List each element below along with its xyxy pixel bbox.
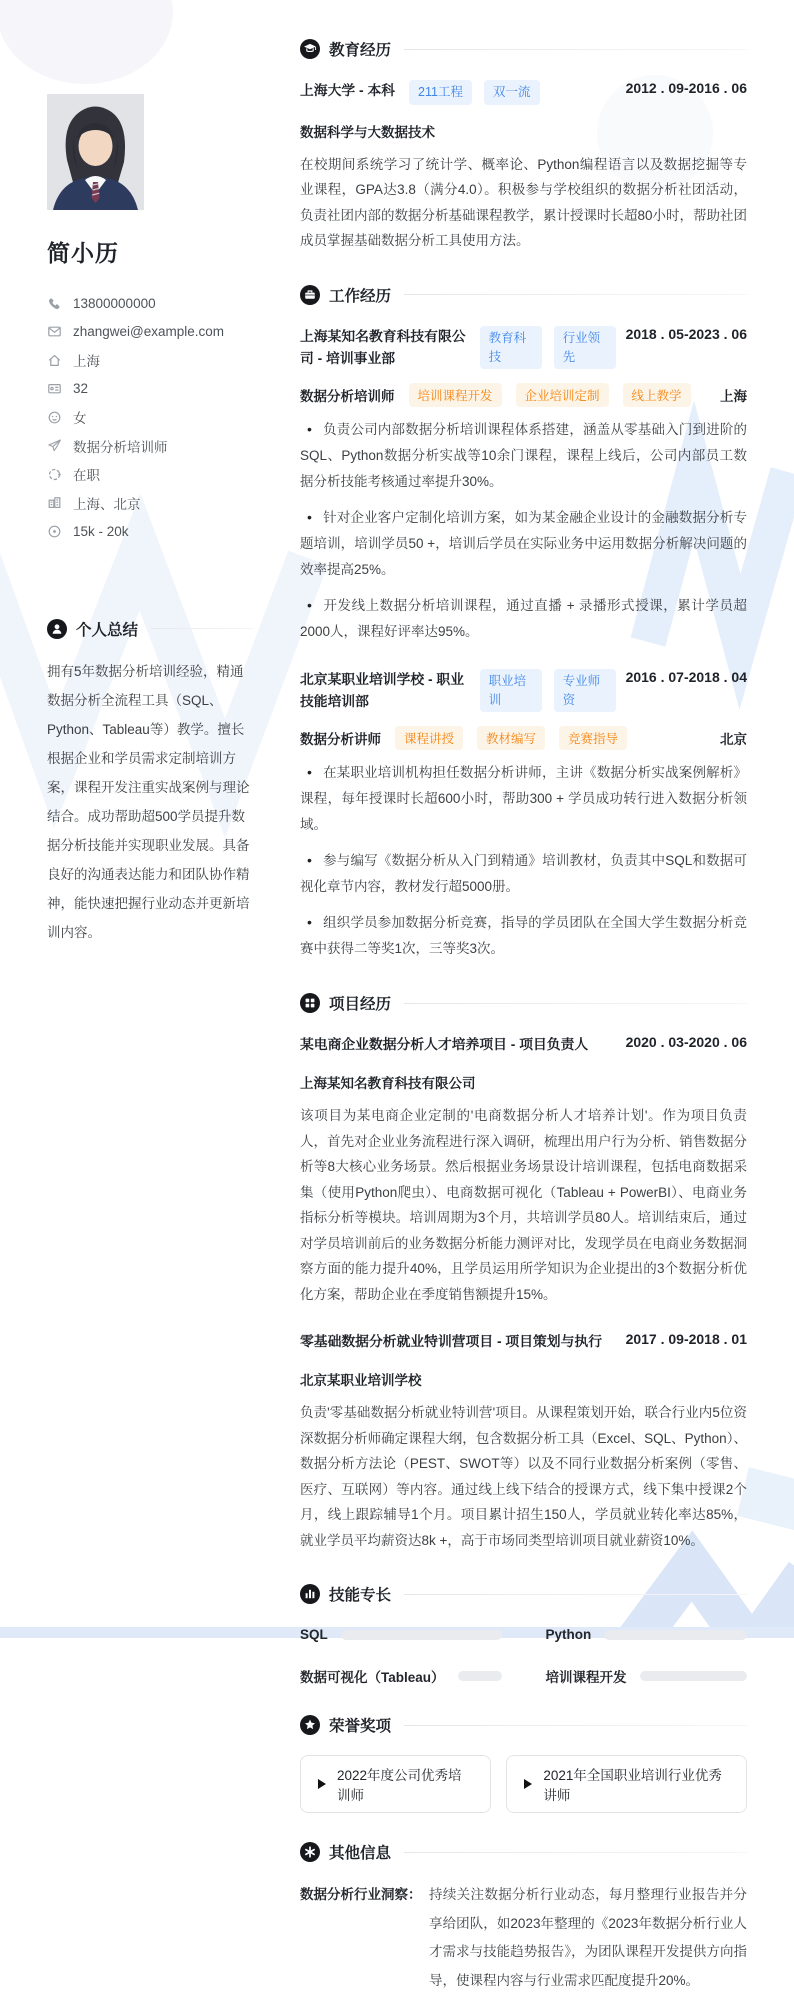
- company-tag: 专业师资: [554, 669, 616, 713]
- education-header: [300, 38, 747, 60]
- home-icon: [47, 353, 62, 368]
- company-tag: 职业培训: [480, 669, 542, 713]
- company-tag: 行业领先: [554, 326, 616, 370]
- section-title: 其他信息: [329, 1845, 392, 1863]
- section-title: 荣誉奖项: [329, 1718, 392, 1736]
- other-header: [300, 1841, 747, 1863]
- job-entry: [300, 326, 747, 370]
- contact-value: 15k - 20k: [73, 523, 129, 539]
- skill-bar: [604, 1630, 747, 1640]
- contact-item-status: [47, 460, 253, 489]
- asterisk-icon: [300, 1842, 320, 1862]
- skill-name: SQL: [300, 1627, 328, 1643]
- other-info: [300, 1881, 747, 1995]
- resume-main: [300, 38, 747, 1995]
- skill-item: [546, 1627, 748, 1642]
- role-tag: 企业培训定制: [516, 383, 609, 407]
- company-tags: [480, 326, 616, 370]
- job-date: 2018 . 05-2023 . 06: [625, 325, 747, 342]
- divider: [404, 1852, 747, 1853]
- company-tags: [480, 669, 616, 713]
- play-icon: [318, 1779, 326, 1789]
- project-description: 该项目为某电商企业定制的'电商数据分析人才培养计划'。作为项目负责人，首先对企业业务流程进行深入调研，梳理出用户行为分析、销售数据分析等8大核心业务场景。然后根据业务场景设计培训课程，包括电商数据采集（使用Python爬虫）、电商数据可视化（Tableau + PowerBI）、电商业务指标分析等模块。培训周期为3个月，共培训学员80人。培训结束后，通过对学员培训前后的业务数据分析能力测评对比，发现学员在电商业务数据洞察方面的能力提升40%，且学员运用所学知识为企业提出的3个数据分析优化方案，帮助企业在季度销售额提升15%。: [300, 1108, 747, 1302]
- gender-icon: [47, 410, 62, 425]
- tag-211: 211工程: [409, 80, 472, 105]
- tag-double-first-class: 双一流: [484, 80, 540, 105]
- skills-header: [300, 1583, 747, 1605]
- section-title: 技能专长: [329, 1587, 392, 1605]
- project-date: 2017 . 09-2018 . 01: [625, 1331, 747, 1348]
- role-tag: 培训课程开发: [409, 383, 502, 407]
- contact-value: 女: [73, 411, 87, 427]
- contact-value: zhangwei@example.com: [73, 324, 225, 340]
- company-tag: 教育科技: [480, 326, 542, 370]
- job-bullet: • 组织学员参加数据分析竞赛，指导的学员团队在全国大学生数据分析竞赛中获得二等奖1次，三等奖3次。: [300, 909, 747, 962]
- city-icon: [47, 495, 62, 510]
- profile-name: 简小历: [47, 240, 119, 266]
- divider: [404, 1725, 747, 1726]
- sidebar: [47, 94, 253, 947]
- divider: [151, 628, 253, 629]
- other-text: 持续关注数据分析行业动态，每月整理行业报告并分享给团队，如2023年整理的《2023年数据分析行业人才需求与技能趋势报告》，为团队课程开发提供方向指导，使课程内容与行业需求匹配度提升20%。: [429, 1887, 747, 1988]
- decor-circle-topleft: [0, 0, 173, 84]
- project-entry: [300, 1034, 747, 1056]
- contact-item-cities: [47, 489, 253, 518]
- section-title: 项目经历: [329, 996, 392, 1013]
- school-tags: [409, 80, 539, 105]
- section-education: [300, 38, 747, 254]
- contact-value: 上海、北京: [73, 496, 141, 512]
- briefcase-icon: [300, 285, 320, 305]
- role-tag: 竞赛指导: [559, 726, 627, 750]
- bar-chart-icon: [300, 1584, 320, 1604]
- skill-bar: [458, 1671, 502, 1681]
- job-entry: [300, 669, 747, 713]
- section-other: [300, 1841, 747, 1995]
- education-entry: [300, 80, 747, 105]
- school-name: 上海大学 - 本科: [300, 83, 396, 98]
- section-skills: [300, 1583, 747, 1686]
- project-description: 负责'零基础数据分析就业特训营'项目。从课程策划开始，联合行业内5位资深数据分析师确定课程大纲，包含数据分析工具（Excel、SQL、Python）、数据分析方法论（PEST、SWOT等）以及不同行业数据分析案例（零售、医疗、互联网）等内容。通过线上线下结合的授课方式，线下集中授课2个月，线上跟踪辅导1个月。项目累计招生150人，学员就业转化率达85%，就业学员平均薪资达8k +，高于市场同类型培训项目就业薪资10%。: [300, 1405, 747, 1548]
- person-icon: [47, 619, 67, 639]
- job-role: 数据分析培训师: [300, 388, 395, 404]
- role-tag: 课程讲授: [395, 726, 463, 750]
- phone-icon: [47, 296, 62, 311]
- contact-item-gender: [47, 403, 253, 432]
- section-work: [300, 284, 747, 962]
- contact-item-job: [47, 432, 253, 461]
- divider: [404, 49, 747, 50]
- section-projects: [300, 992, 747, 1553]
- honor-list: [300, 1755, 747, 1813]
- skill-bar: [640, 1671, 748, 1681]
- divider: [404, 294, 747, 295]
- role-tag: 教材编写: [477, 726, 545, 750]
- section-title: 教育经历: [329, 42, 392, 59]
- project-entry: [300, 1331, 747, 1353]
- skill-item: [300, 1627, 502, 1642]
- project-name: 某电商企业数据分析人才培养项目 - 项目负责人: [300, 1037, 589, 1052]
- job-location: 北京: [720, 732, 747, 747]
- skill-name: Python: [545, 1627, 592, 1643]
- graduation-cap-icon: [300, 39, 320, 59]
- honor-card: [300, 1755, 491, 1813]
- job-date: 2016 . 07-2018 . 04: [625, 668, 747, 685]
- contact-value: 上海: [73, 354, 100, 370]
- skill-grid: [300, 1627, 747, 1686]
- major: 数据科学与大数据技术: [300, 124, 435, 140]
- project-date: 2020 . 03-2020 . 06: [625, 1034, 747, 1050]
- role-tags: [409, 383, 691, 407]
- honors-header: [300, 1714, 747, 1736]
- skill-bar: [341, 1630, 502, 1640]
- job-role-row: [300, 383, 747, 407]
- project-name: 零基础数据分析就业特训营项目 - 项目策划与执行: [300, 1334, 602, 1350]
- divider: [404, 1003, 747, 1004]
- summary-text: 拥有5年数据分析培训经验，精通数据分析全流程工具（SQL、Python、Tableau等）教学。擅长根据企业和学员需求定制培训方案，课程开发注重实战案例与理论结合。成功帮助超500学员提升数据分析技能并实现职业发展。具备良好的沟通表达能力和团队协作精神，能快速把握行业动态并更新培训内容。: [47, 663, 250, 940]
- summary-title: 个人总结: [76, 621, 139, 639]
- contact-value: 数据分析培训师: [73, 439, 168, 455]
- paper-plane-icon: [47, 438, 62, 453]
- company-name: 上海某知名教育科技有限公司 - 培训事业部: [300, 328, 466, 366]
- contact-value: 32: [73, 381, 89, 397]
- section-title: 工作经历: [329, 287, 392, 305]
- contact-item-email: [47, 318, 253, 347]
- contact-item-phone: [47, 289, 253, 318]
- honor-text: 2021年全国职业培训行业优秀讲师: [543, 1768, 722, 1804]
- salary-icon: [47, 524, 62, 539]
- summary-section-header: [47, 618, 253, 640]
- job-bullet: • 开发线上数据分析培训课程，通过直播 + 录播形式授课，累计学员超2000人，课程好评率达95%。: [300, 592, 747, 645]
- other-label: 数据分析行业洞察：: [300, 1887, 422, 1903]
- contact-value: 13800000000: [73, 295, 156, 311]
- contact-item-age: [47, 375, 253, 404]
- divider: [404, 1594, 747, 1595]
- project-org: 上海某知名教育科技有限公司: [300, 1076, 476, 1092]
- contact-value: 在职: [73, 468, 100, 484]
- job-location: 上海: [720, 388, 747, 404]
- contact-list: [47, 289, 253, 546]
- project-org: 北京某职业培训学校: [300, 1373, 422, 1389]
- skill-item: [546, 1666, 748, 1686]
- section-honors: [300, 1714, 747, 1813]
- skill-name: 培训课程开发: [545, 1670, 627, 1686]
- medal-icon: [300, 1715, 320, 1735]
- work-header: [300, 284, 747, 306]
- job-bullet: • 负责公司内部数据分析培训课程体系搭建，涵盖从零基础入门到进阶的SQL、Python数据分析实战等10余门课程，课程上线后，公司内部员工数据分析技能考核通过率提升30%。: [300, 416, 747, 495]
- mail-icon: [47, 324, 62, 339]
- contact-item-location: [47, 346, 253, 375]
- education-date: 2012 . 09-2016 . 06: [625, 80, 747, 96]
- profile-photo: [47, 94, 144, 210]
- honor-text: 2022年度公司优秀培训师: [337, 1768, 462, 1804]
- age-icon: [47, 381, 62, 396]
- status-icon: [47, 467, 62, 482]
- skill-name: 数据可视化（Tableau）: [300, 1670, 445, 1686]
- job-bullet: • 针对企业客户定制化培训方案，如为某金融企业设计的金融数据分析专题培训，培训学员50 +，培训后学员在实际业务中运用数据分析解决问题的效率提高25%。: [300, 504, 747, 583]
- education-description: 在校期间系统学习了统计学、概率论、Python编程语言以及数据挖掘等专业课程，GPA达3.8（满分4.0）。积极参与学校组织的数据分析社团活动，负责社团内部的数据分析基础课程教学，累计授课时长超80小时，帮助社团成员掌握基础数据分析工具使用方法。: [300, 156, 748, 249]
- job-role-row: [300, 726, 747, 750]
- role-tags: [395, 726, 627, 750]
- skill-item: [300, 1666, 502, 1686]
- projects-header: [300, 992, 747, 1014]
- honor-card: [506, 1755, 747, 1813]
- job-role: 数据分析讲师: [300, 732, 381, 747]
- role-tag: 线上教学: [623, 383, 691, 407]
- contact-item-salary: [47, 517, 253, 546]
- play-icon: [524, 1779, 532, 1789]
- job-bullet: • 在某职业培训机构担任数据分析讲师，主讲《数据分析实战案例解析》课程，每年授课时长超600小时，帮助300 + 学员成功转行进入数据分析领域。: [300, 759, 747, 838]
- company-name: 北京某职业培训学校 - 职业技能培训部: [300, 671, 465, 709]
- grid-icon: [300, 993, 320, 1013]
- job-bullet: • 参与编写《数据分析从入门到精通》培训教材，负责其中SQL和数据可视化章节内容，教材发行超5000册。: [300, 847, 747, 900]
